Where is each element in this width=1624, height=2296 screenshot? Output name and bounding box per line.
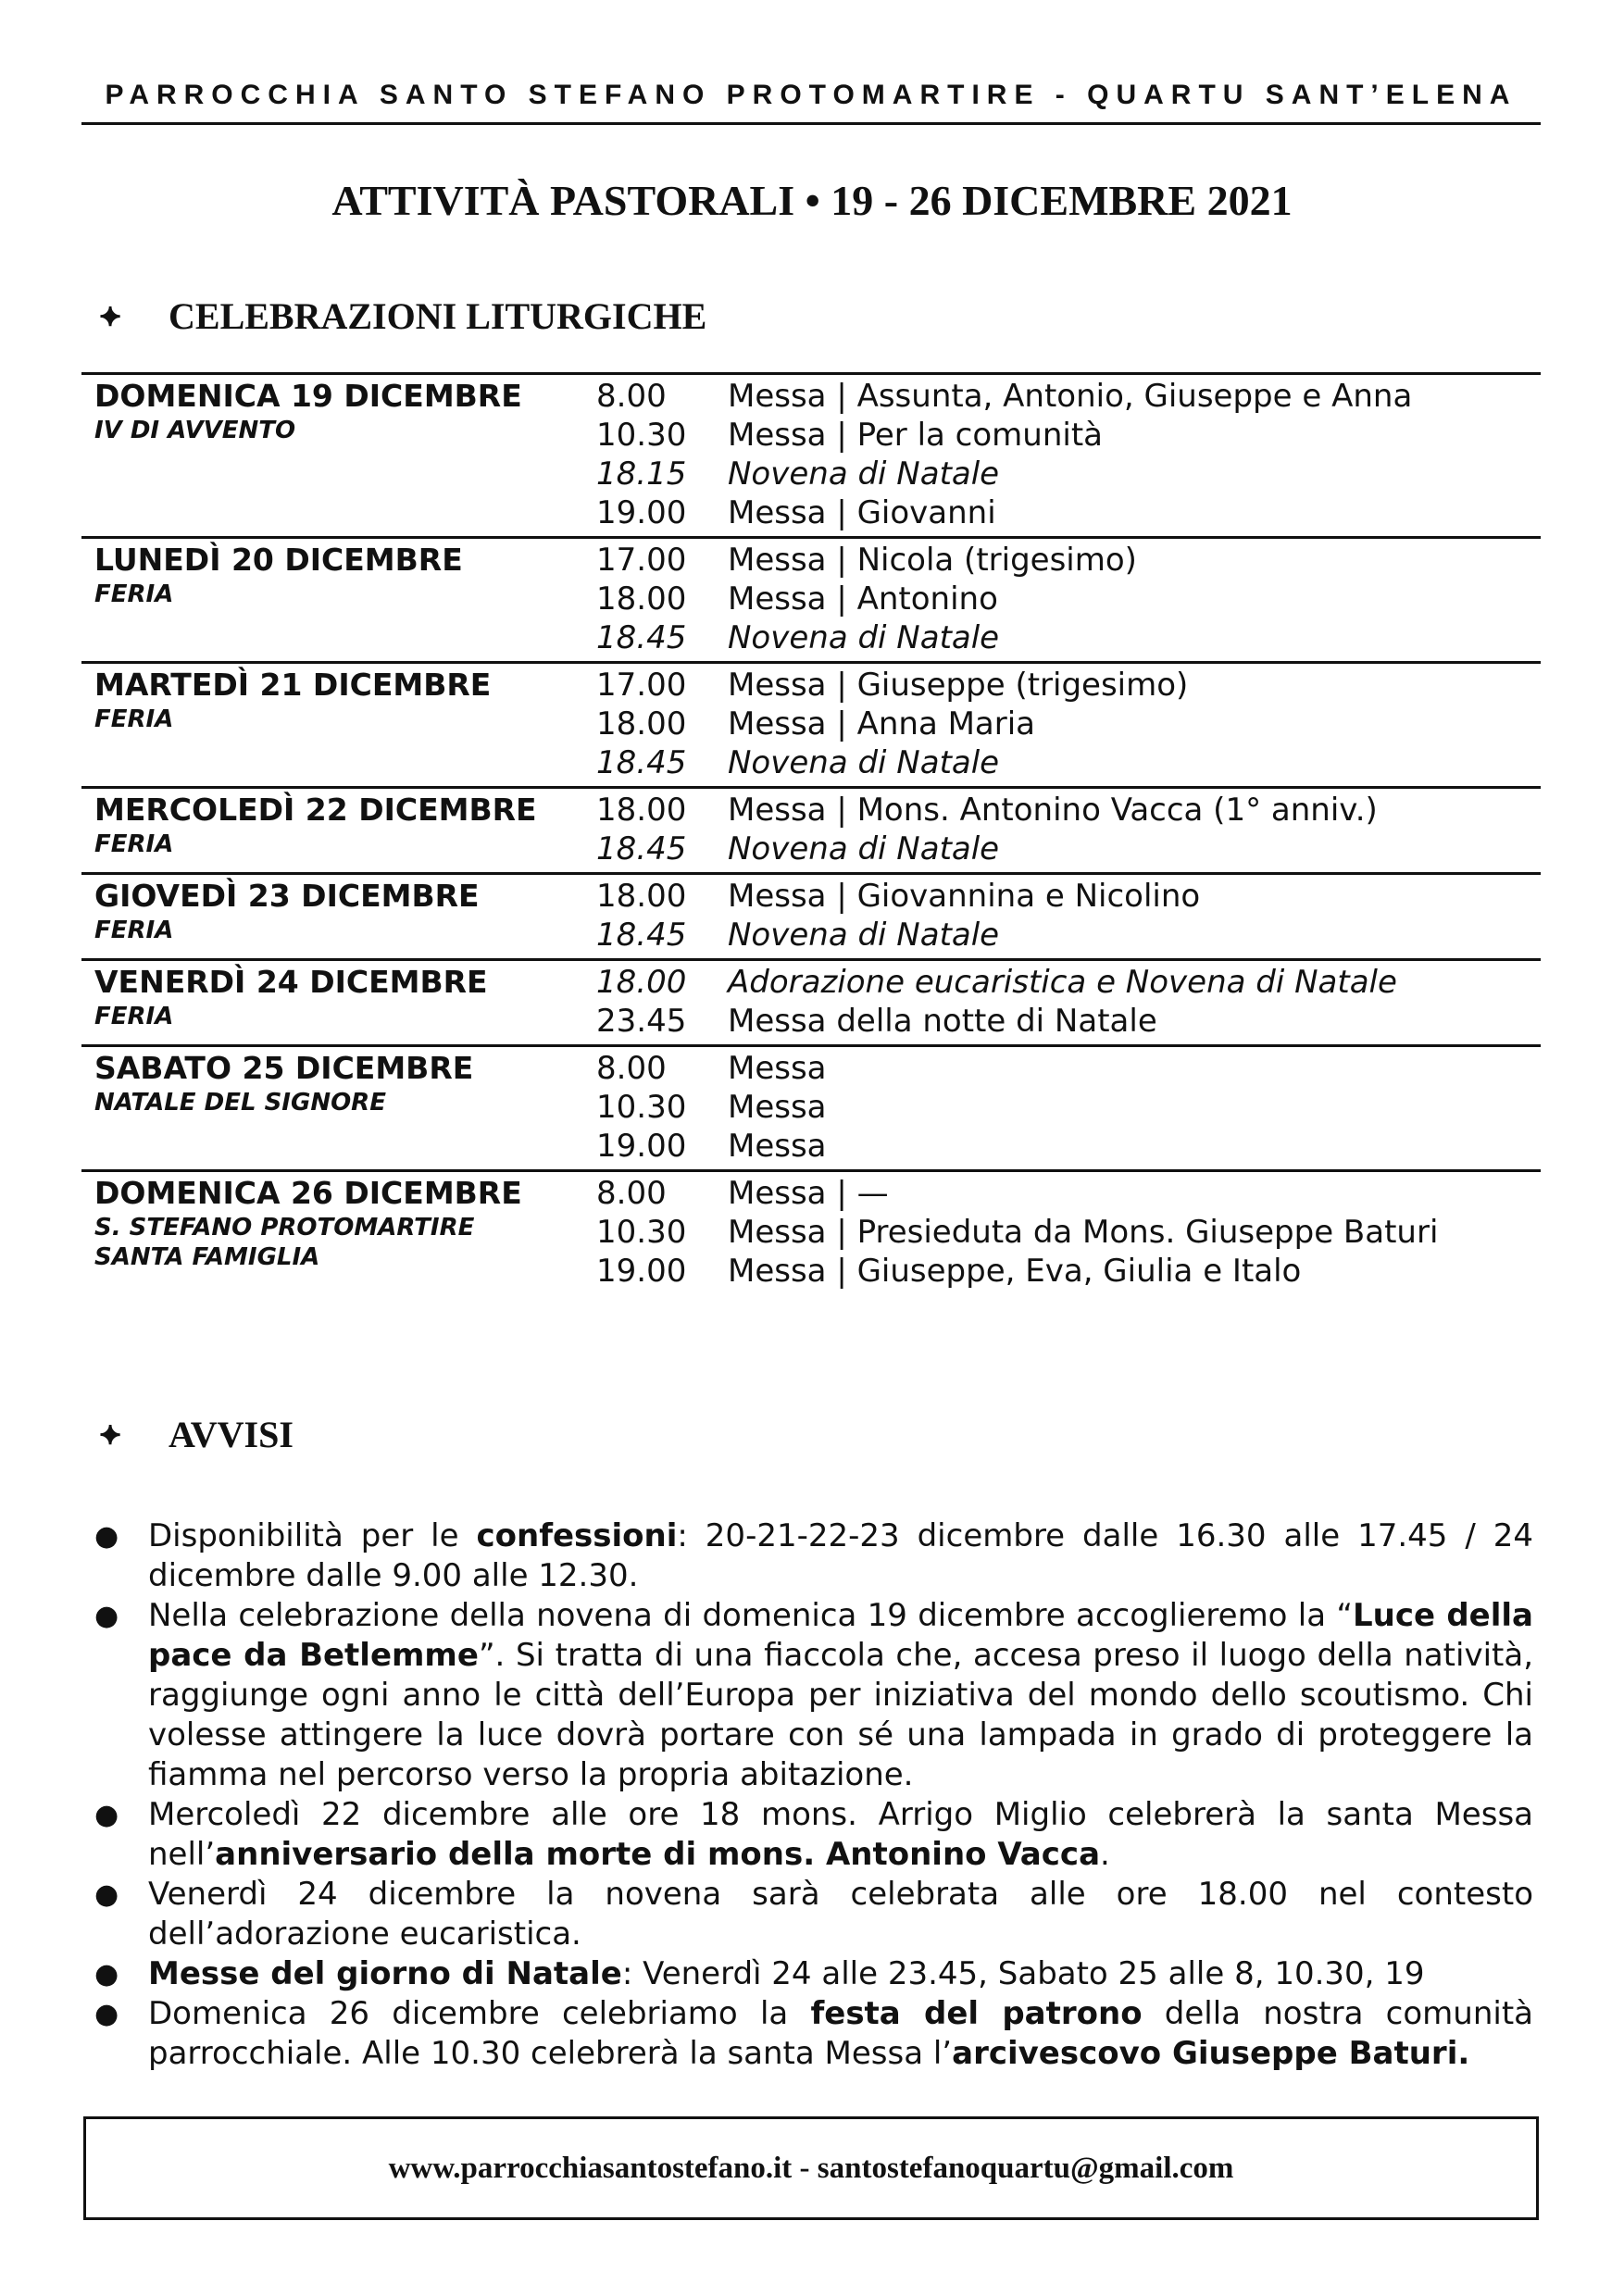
event-time: 18.45 xyxy=(596,917,687,954)
event-description: Messa xyxy=(728,1050,827,1087)
notice-text: : Venerdì 24 alle 23.45, Sabato 25 alle 8, 10.30, 19 xyxy=(621,1955,1425,1992)
event-time: 17.00 xyxy=(596,542,687,579)
day-label xyxy=(81,1049,596,1166)
day-name: DOMENICA 19 DICEMBRE xyxy=(94,378,522,414)
event-row xyxy=(596,541,1541,580)
day-label xyxy=(81,666,596,782)
event-description: Messa | Giovannina e Nicolino xyxy=(728,878,1201,915)
event-time: 18.45 xyxy=(596,619,687,656)
event-row xyxy=(596,1174,1541,1213)
event-row xyxy=(596,963,1541,1002)
bullet-icon: ● xyxy=(94,1998,119,2030)
day-events xyxy=(596,541,1541,657)
day-events xyxy=(596,791,1541,868)
event-description: Messa | Anna Maria xyxy=(728,705,1036,742)
event-time: 19.00 xyxy=(596,1128,687,1165)
day-block xyxy=(81,958,1541,1044)
event-row xyxy=(596,493,1541,532)
day-name: MERCOLEDÌ 22 DICEMBRE xyxy=(94,792,537,828)
event-description: Messa | Giuseppe (trigesimo) xyxy=(728,667,1189,704)
event-row xyxy=(596,1213,1541,1252)
day-block xyxy=(81,372,1541,536)
liturgical-day-note: FERIA xyxy=(94,580,174,608)
event-row xyxy=(596,618,1541,657)
star-bullet-icon: ⯌ xyxy=(100,300,122,331)
notice-emphasis: festa del patrono xyxy=(810,1995,1143,2032)
day-name: DOMENICA 26 DICEMBRE xyxy=(94,1175,522,1211)
event-description: Messa | Nicola (trigesimo) xyxy=(728,542,1137,579)
day-label xyxy=(81,877,596,955)
liturgical-schedule xyxy=(81,372,1541,1294)
notice-item xyxy=(89,1954,1533,1994)
liturgical-day-note: FERIA xyxy=(94,705,174,733)
event-description: Novena di Natale xyxy=(728,917,1000,954)
event-time: 18.00 xyxy=(596,964,687,1001)
day-block xyxy=(81,661,1541,786)
day-label xyxy=(81,377,596,532)
footer-contact-box xyxy=(83,2116,1539,2220)
event-time: 8.00 xyxy=(596,1175,667,1212)
notice-text: della nostra comunità parrocchiale. Alle 10.30 celebrerà la santa Messa l’ xyxy=(148,1995,1533,2072)
event-time: 18.00 xyxy=(596,705,687,742)
bullet-icon: ● xyxy=(94,1799,119,1831)
event-time: 18.00 xyxy=(596,792,687,829)
notice-text: Mercoledì 22 dicembre alle ore 18 mons. Arrigo Miglio celebrerà la santa Messa nell’ xyxy=(148,1796,1533,1873)
celebrations-heading xyxy=(100,294,706,338)
event-time: 19.00 xyxy=(596,1253,687,1290)
day-label xyxy=(81,963,596,1041)
event-description: Messa | — xyxy=(728,1175,889,1212)
event-time: 19.00 xyxy=(596,494,687,531)
event-row xyxy=(596,1088,1541,1127)
event-row xyxy=(596,455,1541,493)
bullet-icon: ● xyxy=(94,1958,119,1990)
celebrations-heading-label: CELEBRAZIONI LITURGICHE xyxy=(169,295,707,337)
day-name: MARTEDÌ 21 DICEMBRE xyxy=(94,667,492,703)
event-description: Novena di Natale xyxy=(728,619,1000,656)
event-description: Novena di Natale xyxy=(728,744,1000,781)
liturgical-day-note: S. STEFANO PROTOMARTIRE xyxy=(94,1214,475,1242)
notice-item xyxy=(89,1875,1533,1954)
event-row xyxy=(596,377,1541,416)
parish-header xyxy=(81,74,1541,125)
event-description: Messa | Mons. Antonino Vacca (1° anniv.) xyxy=(728,792,1378,829)
event-row xyxy=(596,416,1541,455)
day-block xyxy=(81,1169,1541,1294)
day-label xyxy=(81,1174,596,1291)
notices-heading xyxy=(100,1413,294,1456)
day-events xyxy=(596,377,1541,532)
event-time: 10.30 xyxy=(596,1214,687,1251)
event-row xyxy=(596,830,1541,868)
notice-emphasis: confessioni xyxy=(476,1517,678,1554)
notice-emphasis: Luce della pace da Betlemme xyxy=(148,1597,1533,1674)
day-events xyxy=(596,963,1541,1041)
notice-item xyxy=(89,1516,1533,1596)
event-time: 18.00 xyxy=(596,878,687,915)
day-events xyxy=(596,1174,1541,1291)
event-description: Adorazione eucaristica e Novena di Natale xyxy=(728,964,1397,1001)
event-description: Messa | Giuseppe, Eva, Giulia e Italo xyxy=(728,1253,1302,1290)
notice-text: Nella celebrazione della novena di domenica 19 dicembre accoglieremo la “ xyxy=(148,1597,1353,1634)
day-label xyxy=(81,541,596,657)
notice-item xyxy=(89,1795,1533,1875)
liturgical-day-note: SANTA FAMIGLIA xyxy=(94,1243,320,1271)
day-label xyxy=(81,791,596,868)
event-description: Novena di Natale xyxy=(728,455,1000,493)
day-name: SABATO 25 DICEMBRE xyxy=(94,1050,474,1086)
liturgical-day-note: FERIA xyxy=(94,917,174,944)
notices-heading-label: AVVISI xyxy=(169,1414,294,1455)
event-time: 10.30 xyxy=(596,1089,687,1126)
event-row xyxy=(596,1002,1541,1041)
event-description: Messa | Presieduta da Mons. Giuseppe Baturi xyxy=(728,1214,1439,1251)
event-time: 18.45 xyxy=(596,830,687,867)
star-bullet-icon: ⯌ xyxy=(100,1418,122,1450)
event-time: 23.45 xyxy=(596,1003,687,1040)
notice-text: ”. Si tratta di una fiaccola che, accesa preso il luogo della natività, raggiunge ogni anno le città dell’Europa per iniziativa del mondo dello scoutismo. Chi volesse attingere la luce dovrà portare con sé una lampada in grado di proteggere la fiamma nel percorso verso la propria abitazione. xyxy=(148,1637,1534,1793)
notice-emphasis: anniversario della morte di mons. Antonino Vacca xyxy=(215,1836,1101,1873)
event-row xyxy=(596,580,1541,618)
day-block xyxy=(81,536,1541,661)
notice-text: Disponibilità per le xyxy=(148,1517,477,1554)
event-description: Messa | Antonino xyxy=(728,580,998,618)
footer-contact: www.parrocchiasantostefano.it - santostefanoquartu@gmail.com xyxy=(388,2151,1234,2185)
event-row xyxy=(596,916,1541,955)
liturgical-day-note: FERIA xyxy=(94,1003,174,1030)
day-events xyxy=(596,666,1541,782)
day-block xyxy=(81,1044,1541,1169)
event-row xyxy=(596,877,1541,916)
notice-text: : 20-21-22-23 dicembre dalle 16.30 alle 17.45 / 24 dicembre dalle 9.00 alle 12.30. xyxy=(148,1517,1534,1594)
liturgical-day-note: IV DI AVVENTO xyxy=(94,417,296,444)
notices-list xyxy=(89,1516,1533,2074)
bullet-icon: ● xyxy=(94,1878,119,1911)
day-block xyxy=(81,786,1541,872)
notice-item xyxy=(89,1994,1533,2074)
event-time: 8.00 xyxy=(596,1050,667,1087)
event-description: Messa xyxy=(728,1128,827,1165)
event-description: Messa xyxy=(728,1089,827,1126)
event-time: 18.45 xyxy=(596,744,687,781)
event-row xyxy=(596,1252,1541,1291)
event-row xyxy=(596,1127,1541,1166)
event-time: 17.00 xyxy=(596,667,687,704)
event-description: Novena di Natale xyxy=(728,830,1000,867)
event-time: 10.30 xyxy=(596,417,687,454)
day-name: VENERDÌ 24 DICEMBRE xyxy=(94,964,488,1000)
notice-text: Domenica 26 dicembre celebriamo la xyxy=(148,1995,811,2032)
bullet-icon: ● xyxy=(94,1520,119,1553)
event-time: 18.00 xyxy=(596,580,687,618)
event-row xyxy=(596,705,1541,743)
event-row xyxy=(596,791,1541,830)
parish-name: PARROCCHIA SANTO STEFANO PROTOMARTIRE - QUARTU SANT’ELENA xyxy=(105,80,1518,110)
page-title: ATTIVITÀ PASTORALI • 19 - 26 DICEMBRE 2021 xyxy=(331,177,1293,224)
event-description: Messa della notte di Natale xyxy=(728,1003,1157,1040)
day-name: LUNEDÌ 20 DICEMBRE xyxy=(94,542,463,578)
event-row xyxy=(596,1049,1541,1088)
notice-item xyxy=(89,1596,1533,1795)
day-events xyxy=(596,877,1541,955)
notice-text: Venerdì 24 dicembre la novena sarà celebrata alle ore 18.00 nel contesto dell’adorazione eucaristica. xyxy=(148,1876,1533,1953)
liturgical-day-note: NATALE DEL SIGNORE xyxy=(94,1089,386,1117)
day-events xyxy=(596,1049,1541,1166)
day-block xyxy=(81,872,1541,958)
event-time: 18.15 xyxy=(596,455,687,493)
notice-emphasis: arcivescovo Giuseppe Baturi. xyxy=(952,2035,1470,2072)
notice-emphasis: Messe del giorno di Natale xyxy=(148,1955,622,1992)
event-description: Messa | Assunta, Antonio, Giuseppe e Anna xyxy=(728,378,1413,415)
event-row xyxy=(596,666,1541,705)
event-row xyxy=(596,743,1541,782)
event-description: Messa | Giovanni xyxy=(728,494,996,531)
event-time: 8.00 xyxy=(596,378,667,415)
notice-text: . xyxy=(1100,1836,1110,1873)
liturgical-day-note: FERIA xyxy=(94,830,174,858)
bullet-icon: ● xyxy=(94,1600,119,1632)
event-description: Messa | Per la comunità xyxy=(728,417,1103,454)
day-name: GIOVEDÌ 23 DICEMBRE xyxy=(94,878,480,914)
